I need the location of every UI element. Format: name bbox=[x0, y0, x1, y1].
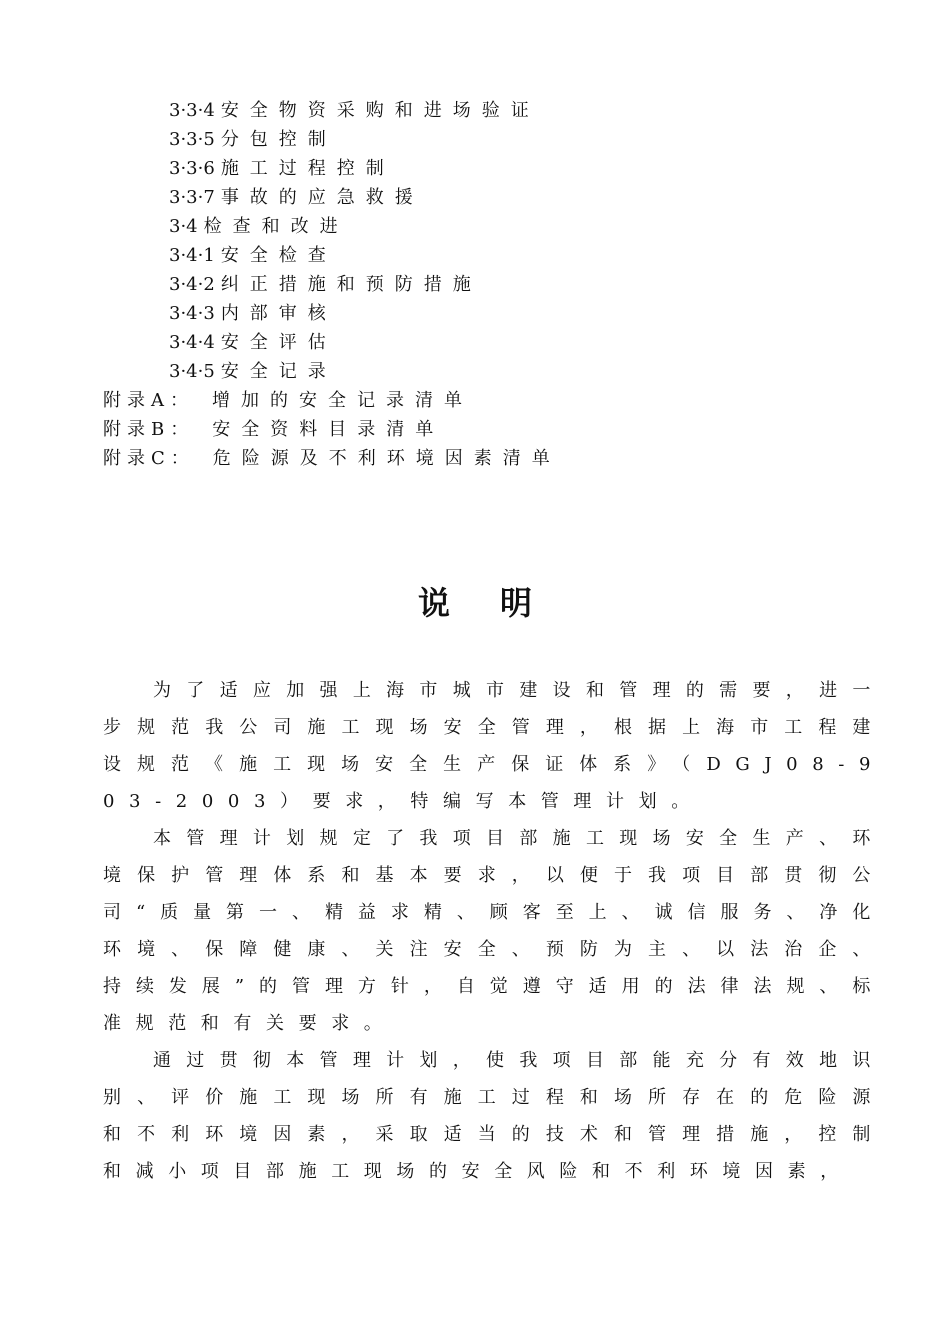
toc-appendix-text: 危险源及不利环境因素清单 bbox=[212, 448, 561, 469]
toc-entry-number: 3·4·3 bbox=[169, 303, 215, 324]
table-of-contents bbox=[103, 96, 723, 473]
toc-entry-number: 3·4·2 bbox=[169, 274, 215, 295]
toc-entry-number: 3·3·6 bbox=[169, 158, 215, 179]
toc-appendix bbox=[103, 415, 723, 444]
paragraph: 通过贯彻本管理计划，使我项目部能充分有效地识别、评价施工现场所有施工过程和场所存在的危险源和不利环境因素，采取适当的技术和管理措施，控制和减小项目部施工现场的安全风险和不利环境因素， bbox=[103, 1050, 885, 1182]
toc-entry-text: 纠正措施和预防措施 bbox=[220, 274, 482, 295]
toc-entry bbox=[103, 96, 723, 125]
toc-entry bbox=[103, 299, 723, 328]
section-title: 说明 bbox=[417, 584, 582, 622]
paragraph: 本管理计划规定了我项目部施工现场安全生产、环境保护管理体系和基本要求，以便于我项目部贯彻公司“质量第一、精益求精、顾客至上、诚信服务、净化环境、保障健康、关注安全、预防为主、以法治企、持续发展”的管理方针，自觉遵守适用的法律法规、标准规范和有关要求。 bbox=[103, 828, 885, 1034]
toc-appendix-text: 增加的安全记录清单 bbox=[212, 390, 473, 411]
toc-entry-text: 分包控制 bbox=[220, 129, 337, 150]
toc-appendix bbox=[103, 444, 723, 473]
toc-entry-number: 3·3·4 bbox=[169, 100, 215, 121]
toc-appendix-text: 安全资料目录清单 bbox=[212, 419, 445, 440]
toc-entry-text: 事故的应急救援 bbox=[220, 187, 424, 208]
toc-entry bbox=[103, 125, 723, 154]
toc-entry-text: 安全检查 bbox=[220, 245, 337, 266]
toc-entry bbox=[103, 241, 723, 270]
toc-entry-number: 3·3·5 bbox=[169, 129, 215, 150]
toc-appendix-label: 附录C： bbox=[103, 448, 195, 469]
toc-entry bbox=[103, 270, 723, 299]
toc-entry-text: 安全记录 bbox=[220, 361, 337, 382]
toc-entry-text: 检查和改进 bbox=[203, 216, 349, 237]
toc-entry bbox=[103, 357, 723, 386]
toc-entry-text: 内部审核 bbox=[220, 303, 337, 324]
toc-entry bbox=[103, 212, 723, 241]
toc-entry-number: 3·4·1 bbox=[169, 245, 215, 266]
toc-entry-text: 安全评估 bbox=[220, 332, 337, 353]
toc-appendix-label: 附录A： bbox=[103, 390, 194, 411]
toc-entry-number: 3·3·7 bbox=[169, 187, 215, 208]
toc-entry-text: 安全物资采购和进场验证 bbox=[220, 100, 540, 121]
toc-entry bbox=[103, 328, 723, 357]
toc-appendix bbox=[103, 386, 723, 415]
toc-entry bbox=[103, 154, 723, 183]
toc-entry-number: 3·4·5 bbox=[169, 361, 215, 382]
toc-entry-text: 施工过程控制 bbox=[220, 158, 395, 179]
toc-entry bbox=[103, 183, 723, 212]
toc-appendix-label: 附录B： bbox=[103, 419, 195, 440]
toc-entry-number: 3·4 bbox=[169, 216, 198, 237]
paragraph: 为了适应加强上海市城市建设和管理的需要，进一步规范我公司施工现场安全管理，根据上海市工程建设规范《施工现场安全生产保证体系》（DGJ08-903-2003）要求，特编写本管理计划。 bbox=[103, 680, 885, 812]
toc-entry-number: 3·4·4 bbox=[169, 332, 215, 353]
body-text bbox=[103, 672, 885, 1190]
